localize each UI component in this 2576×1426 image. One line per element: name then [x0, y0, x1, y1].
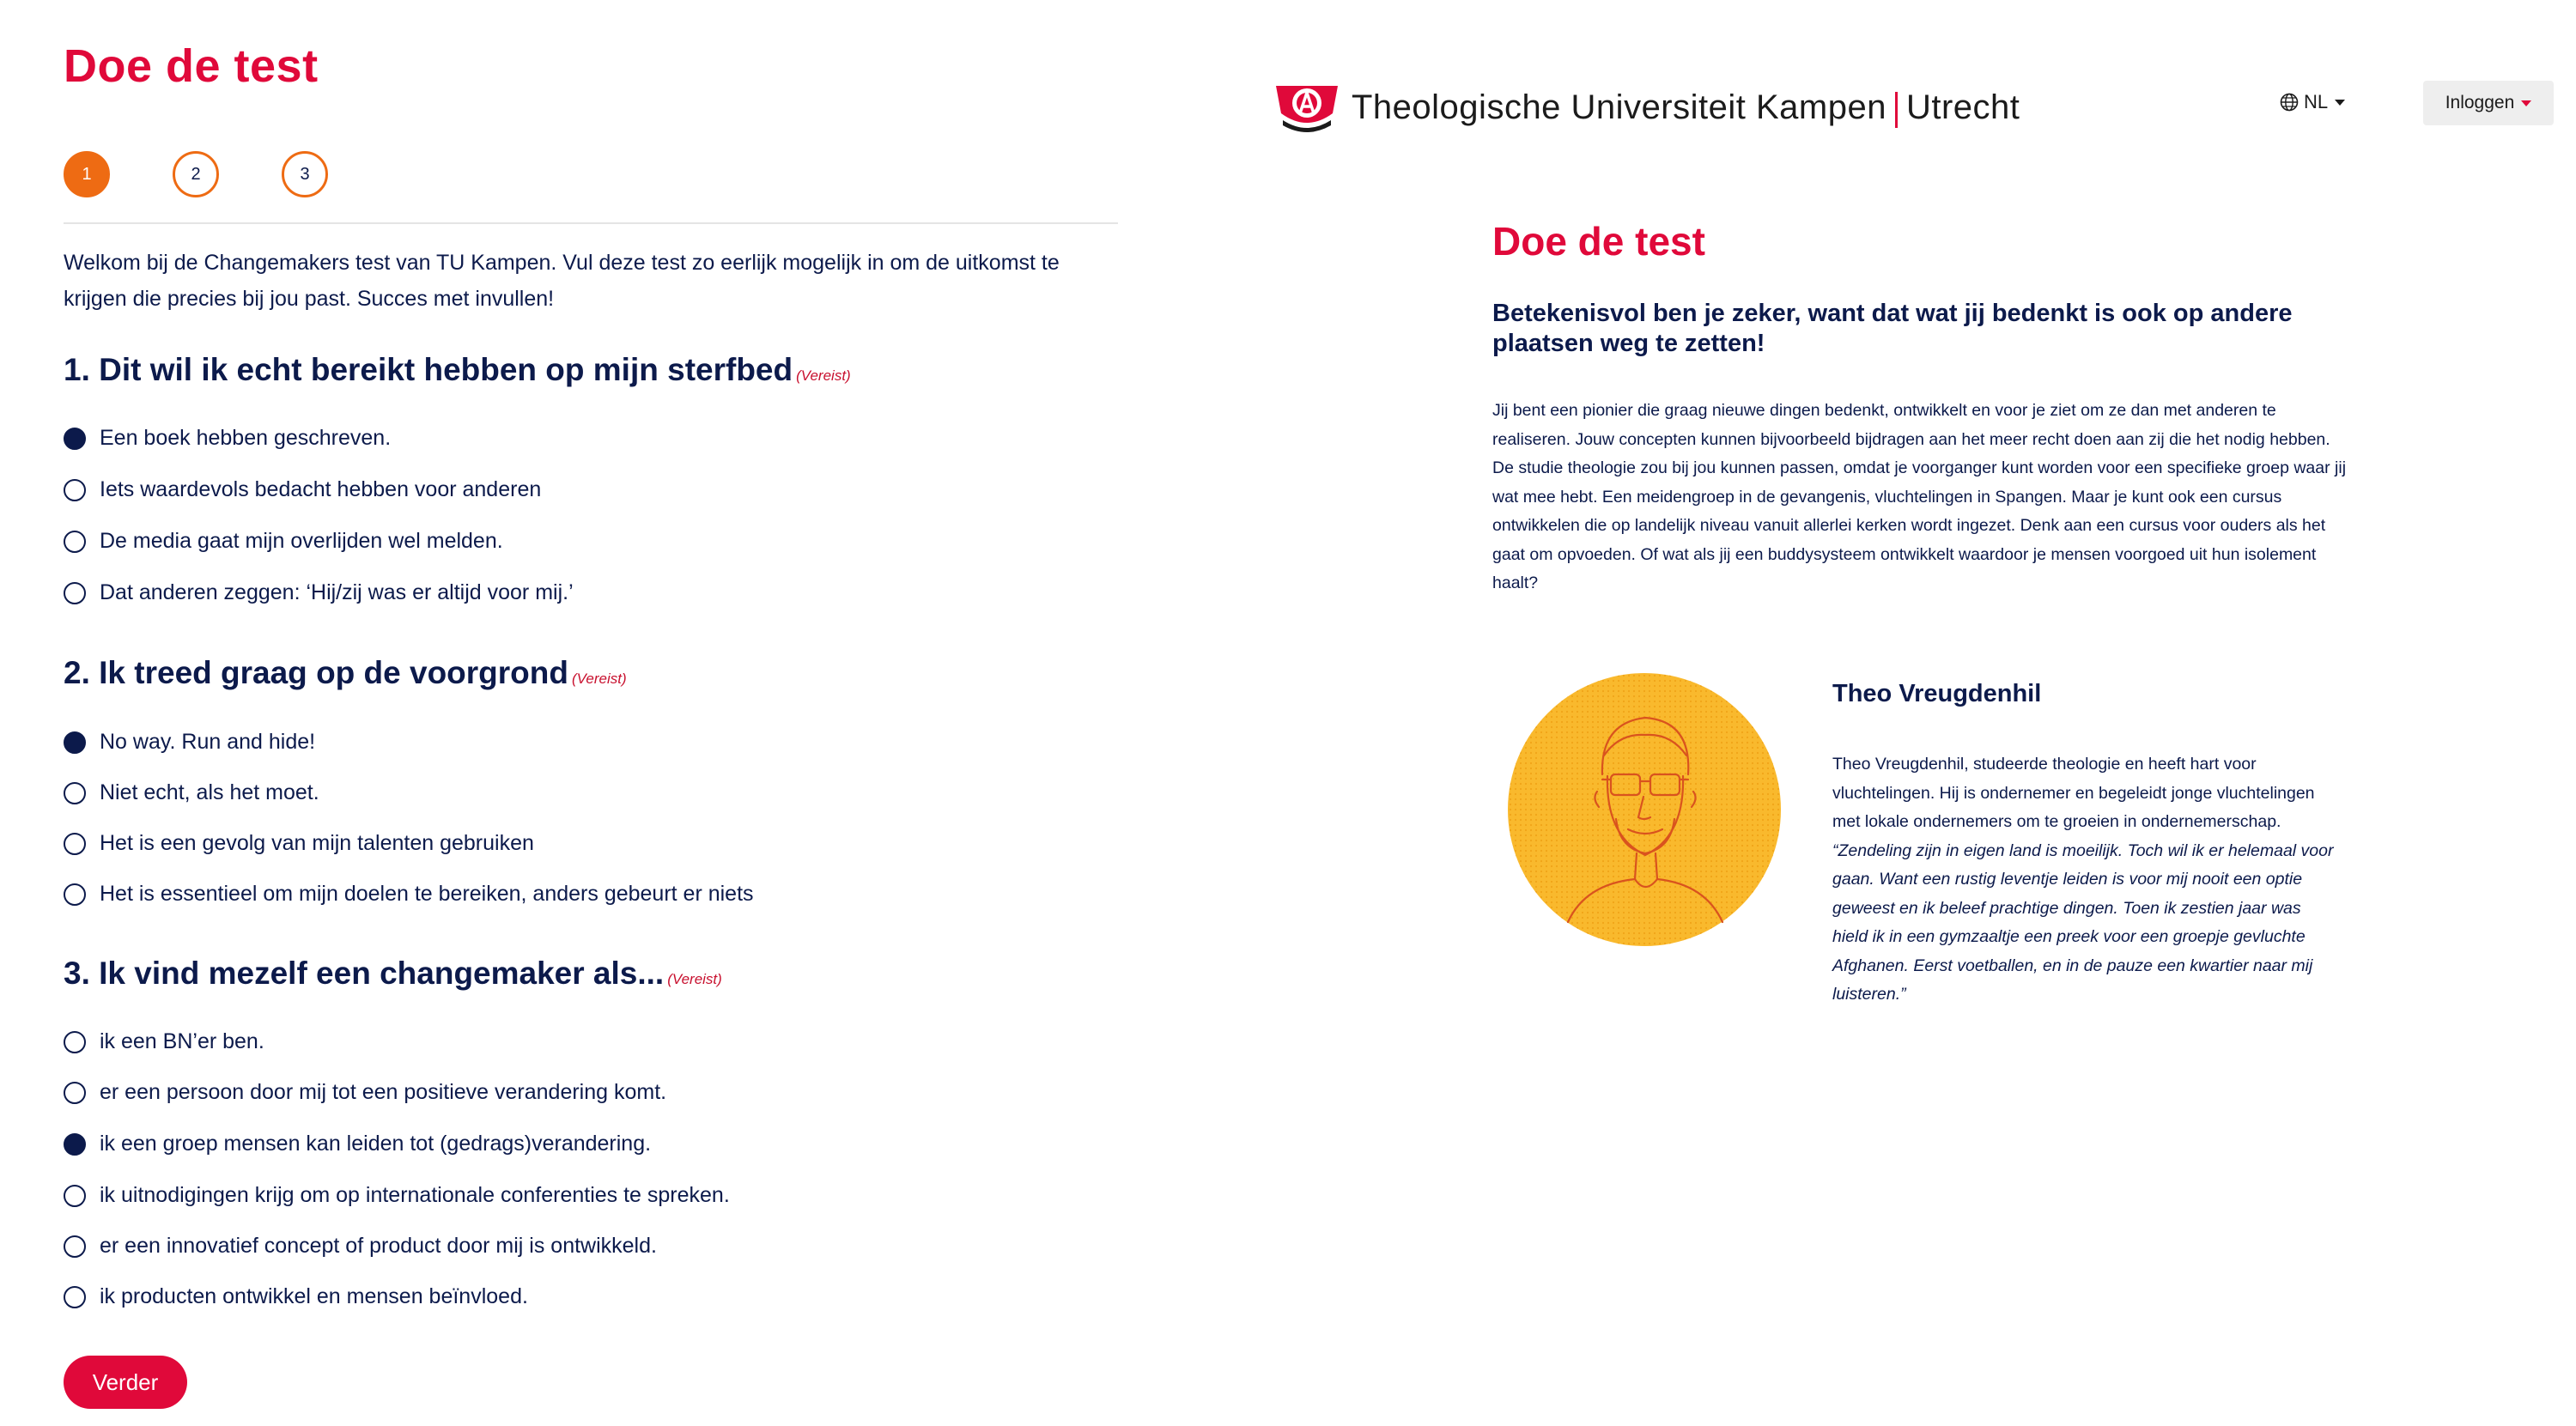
option-label: er een innovatief concept of product door mij is ontwikkeld. — [100, 1234, 657, 1258]
option-label: Dat anderen zeggen: ‘Hij/zij was er altijd voor mij.’ — [100, 580, 574, 604]
option-label: ik een BN’er ben. — [100, 1029, 264, 1053]
q1-option-3[interactable] — [64, 529, 503, 554]
university-logo[interactable] — [1271, 79, 2020, 137]
bio-text: Theo Vreugdenhil, studeerde theologie en heeft hart voor vluchtelingen. Hij is ondernemer en begeleidt jonge vluchtelingen met lokale ondernemers om te groeien in ondernemerschap. — [1832, 755, 2315, 831]
radio-selected[interactable] — [64, 731, 86, 754]
radio[interactable] — [64, 531, 86, 553]
option-label: er een persoon door mij tot een positieve verandering komt. — [100, 1080, 667, 1104]
login-button[interactable] — [2423, 81, 2554, 125]
required-label: (Vereist) — [572, 671, 627, 687]
option-label: Een boek hebben geschreven. — [100, 426, 392, 450]
language-selector[interactable] — [2280, 91, 2345, 113]
radio[interactable] — [64, 833, 86, 855]
radio[interactable] — [64, 883, 86, 906]
step-indicator — [64, 151, 328, 197]
q3-option-4[interactable] — [64, 1183, 730, 1208]
q1-option-4[interactable] — [64, 580, 574, 605]
q1-option-2[interactable] — [64, 477, 541, 502]
result-subtitle: Betekenisvol ben je zeker, want dat wat jij bedenkt is ook op andere plaatsen weg te zetten! — [1492, 300, 2293, 357]
language-label: NL — [2304, 91, 2329, 112]
step-2[interactable]: 2 — [173, 151, 219, 197]
option-label: Iets waardevols bedacht hebben voor anderen — [100, 477, 542, 501]
radio[interactable] — [64, 479, 86, 501]
radio[interactable] — [64, 1235, 86, 1258]
radio[interactable] — [64, 1082, 86, 1104]
q3-option-1[interactable] — [64, 1029, 264, 1054]
option-label: Niet echt, als het moet. — [100, 780, 319, 804]
option-label: ik een groep mensen kan leiden tot (gedrags)verandering. — [100, 1132, 652, 1156]
q3-option-3[interactable] — [64, 1132, 651, 1156]
q3-option-2[interactable] — [64, 1080, 666, 1105]
form-title: Doe de test — [64, 40, 319, 92]
radio[interactable] — [64, 1031, 86, 1053]
step-3[interactable]: 3 — [282, 151, 328, 197]
result-title: Doe de test — [1492, 219, 1705, 264]
step-1[interactable]: 1 — [64, 151, 110, 197]
divider — [64, 222, 1118, 224]
result-paragraph-2: De studie theologie zou bij jou kunnen passen, omdat je voorganger kunt worden voor een specifieke groep waar jij wat mee hebt. Een meidengroep in de gevangenis, vluchtelingen in Spangen. Maar je kunt ook een cursus ontwikkelen die op landelijk niveau vanuit allerlei kerken wordt ingezet. Denk aan een cursus voor ouders als het gaat om opvoeden. Of wat als jij een buddysysteem ontwikkelt waardoor je mensen voorgoed uit hun isolement haalt? — [1492, 458, 2347, 592]
person-name: Theo Vreugdenhil — [1832, 680, 2042, 707]
q2-option-1[interactable] — [64, 730, 315, 755]
logo-name: Theologische Universiteit Kampen — [1352, 88, 1886, 127]
required-label: (Vereist) — [796, 367, 851, 384]
person-bio — [1832, 750, 2339, 1010]
radio[interactable] — [64, 1286, 86, 1308]
result-paragraph-1: Jij bent een pionier die graag nieuwe dingen bedenkt, ontwikkelt en voor je ziet om ze dan met anderen te realiseren. Jouw concepten kunnen bijvoorbeeld bijdragen aan het meer recht doen aan zij die het nodig hebben. — [1492, 401, 2330, 449]
option-label: ik uitnodigingen krijg om op internationale conferenties te spreken. — [100, 1183, 730, 1207]
intro-text: Welkom bij de Changemakers test van TU Kampen. Vul deze test zo eerlijk mogelijk in om de uitkomst te krijgen die precies bij jou past. Succes met invullen! — [64, 251, 1060, 311]
avatar — [1508, 673, 1781, 946]
logo-city: Utrecht — [1905, 88, 2020, 127]
next-button[interactable]: Verder — [64, 1356, 187, 1409]
q3-option-6[interactable] — [64, 1284, 528, 1309]
radio[interactable] — [64, 582, 86, 604]
q2-option-2[interactable] — [64, 780, 319, 805]
question-1-label: 1. Dit wil ik echt bereikt hebben op mijn sterfbed — [64, 352, 793, 387]
result-description — [1492, 397, 2351, 598]
logo-separator — [1895, 92, 1898, 128]
globe-icon — [2280, 93, 2299, 112]
option-label: Het is een gevolg van mijn talenten gebruiken — [100, 831, 534, 855]
radio-selected[interactable] — [64, 428, 86, 450]
login-label: Inloggen — [2445, 93, 2515, 112]
option-label: Het is essentieel om mijn doelen te bereiken, anders gebeurt er niets — [100, 882, 754, 906]
chevron-down-icon — [2335, 100, 2345, 106]
bio-quote: “Zendeling zijn in eigen land is moeilijk. Toch wil ik er helemaal voor gaan. Want een rustig leventje leiden is voor mij nooit een optie geweest en ik beleef prachtige dingen. Toen ik zestien jaar was hield ik in een gymzaaltje een preek voor een groepje gevluchte Afghanen. Eerst voetballen, en in de pauze een kwartier naar mij luisteren.” — [1832, 840, 2334, 1004]
test-form-panel — [0, 0, 1262, 1426]
required-label: (Vereist) — [667, 971, 722, 987]
option-label: No way. Run and hide! — [100, 730, 316, 754]
question-2-title — [64, 655, 627, 691]
question-2-label: 2. Ik treed graag op de voorgrond — [64, 655, 568, 690]
university-logo-icon — [1271, 79, 1343, 137]
q2-option-4[interactable] — [64, 882, 754, 907]
question-3-label: 3. Ik vind mezelf een changemaker als... — [64, 956, 665, 991]
q3-option-5[interactable] — [64, 1234, 657, 1259]
option-label: De media gaat mijn overlijden wel melden. — [100, 529, 503, 553]
q2-option-3[interactable] — [64, 831, 534, 856]
radio-selected[interactable] — [64, 1133, 86, 1156]
chevron-down-icon — [2521, 100, 2531, 106]
question-1-title — [64, 352, 851, 388]
radio[interactable] — [64, 1185, 86, 1207]
q1-option-1[interactable] — [64, 426, 391, 451]
question-3-title — [64, 956, 722, 992]
radio[interactable] — [64, 782, 86, 804]
option-label: ik producten ontwikkel en mensen beïnvloed. — [100, 1284, 528, 1308]
